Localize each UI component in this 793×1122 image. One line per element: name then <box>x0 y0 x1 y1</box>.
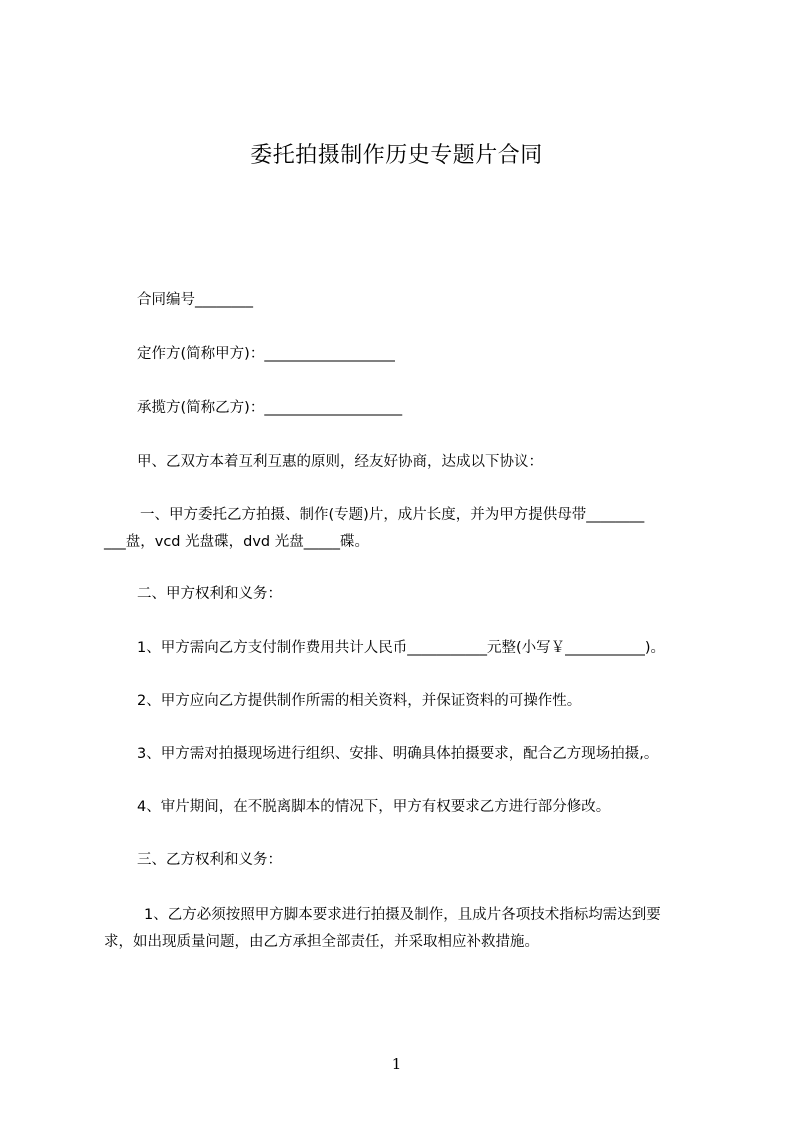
document-title: 委托拍摄制作历史专题片合同 <box>250 143 543 168</box>
section1-line1: 一、甲方委托乙方拍摄、制作(专题)片，成片长度，并为甲方提供母带________ <box>140 507 645 523</box>
party-b-field: 承揽方(简称乙方)：___________________ <box>137 400 403 416</box>
contract-number-field: 合同编号________ <box>137 292 253 308</box>
page-number: 1 <box>391 1055 402 1073</box>
section2-heading: 二、甲方权利和义务： <box>137 586 282 602</box>
section2-item-1: 1、甲方需向乙方支付制作费用共计人民币___________元整(小写￥___________)。 <box>137 640 666 656</box>
section3-heading: 三、乙方权利和义务： <box>137 852 282 868</box>
section2-item-2: 2、甲方应向乙方提供制作所需的相关资料，并保证资料的可操作性。 <box>137 693 582 709</box>
section2-item-3: 3、甲方需对拍摄现场进行组织、安排、明确具体拍摄要求，配合乙方现场拍摄,。 <box>137 746 659 762</box>
preamble-paragraph: 甲、乙双方本着互利互惠的原则，经友好协商，达成以下协议： <box>137 454 543 470</box>
section3-item1-line1: 1、乙方必须按照甲方脚本要求进行拍摄及制作，且成片各项技术指标均需达到要 <box>144 907 661 923</box>
section3-item1-line2: 求，如出现质量问题，由乙方承担全部责任，并采取相应补救措施。 <box>104 934 539 950</box>
section2-item-4: 4、审片期间，在不脱离脚本的情况下，甲方有权要求乙方进行部分修改。 <box>137 799 611 815</box>
section1-line2: ___盘，vcd 光盘碟，dvd 光盘_____碟。 <box>104 534 369 550</box>
party-a-field: 定作方(简称甲方)：__________________ <box>137 346 395 362</box>
